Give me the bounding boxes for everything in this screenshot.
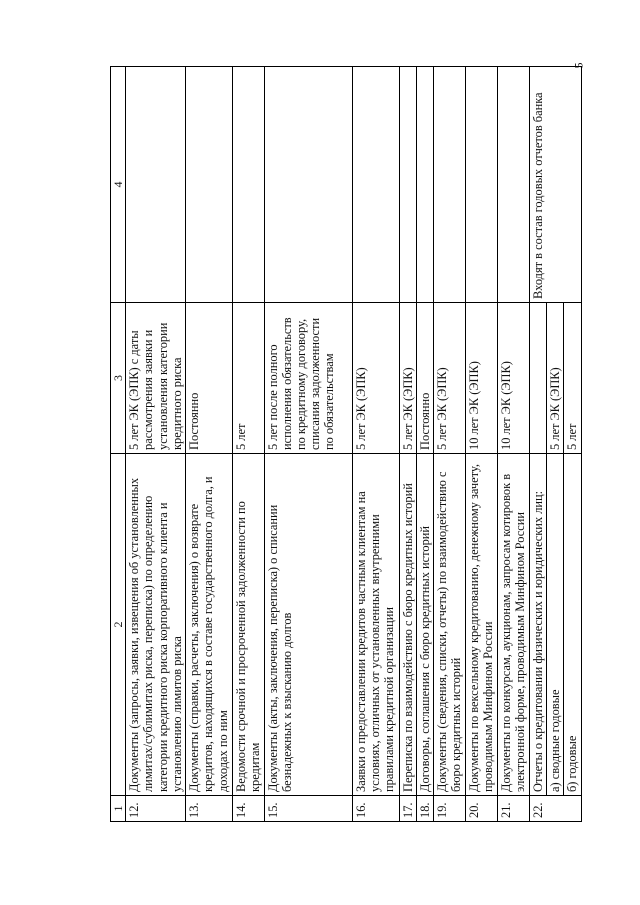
- row-number: 17.: [399, 796, 416, 822]
- row-note: [352, 67, 399, 303]
- table-row: [186, 67, 233, 822]
- table-row: [352, 67, 399, 822]
- row-document: Ведомости срочной и просроченной задолженности по кредитам: [233, 454, 264, 796]
- row-note: [416, 67, 433, 303]
- header-col-1: 1: [111, 796, 126, 822]
- row-number: 14.: [233, 796, 264, 822]
- page-number: 5: [571, 62, 586, 69]
- table-row: [498, 67, 530, 822]
- row-retention-term: Постоянно: [416, 303, 433, 454]
- row-note: [264, 67, 352, 303]
- table-row: [434, 67, 466, 822]
- row-retention-term: 10 лет ЭК (ЭПК): [466, 303, 498, 454]
- row-document: Документы (акты, заключения, переписка) о списании безнадежных к взысканию долгов: [264, 454, 352, 796]
- row-retention-term: Постоянно: [186, 303, 233, 454]
- row-document: Договоры, соглашения с бюро кредитных историй: [416, 454, 433, 796]
- row-document: Документы по вексельному кредитованию, денежному зачету, проводимым Минфином России: [466, 454, 498, 796]
- row-note: [186, 67, 233, 303]
- row-document: Переписка по взаимодействию с бюро кредитных историй: [399, 454, 416, 796]
- row-document: Отчеты о кредитовании физических и юридических лиц:: [530, 454, 547, 796]
- row-note: [399, 67, 416, 303]
- header-col-3: 3: [111, 303, 126, 454]
- row-note: [434, 67, 466, 303]
- table-row-22-header: [530, 67, 547, 822]
- row-retention-term-empty: [530, 303, 547, 454]
- row-number: 21.: [498, 796, 530, 822]
- row-retention-term: 5 лет ЭК (ЭПК): [399, 303, 416, 454]
- row-number: 18.: [416, 796, 433, 822]
- row-sub-a-document: а) сводные годовые: [547, 454, 564, 796]
- row-sub-b-document: б) годовые: [564, 454, 581, 796]
- row-document: Документы (запросы, заявки, извещения об установленных лимитах/сублимитах риска, переписка) по определению категории кредитного риска корпоративного клиента и установлению лимитов риска: [126, 454, 186, 796]
- row-retention-term: 10 лет ЭК (ЭПК): [498, 303, 530, 454]
- table-header-row: [111, 67, 126, 822]
- row-number: 13.: [186, 796, 233, 822]
- table-row: [466, 67, 498, 822]
- row-note: [498, 67, 530, 303]
- row-retention-term: 5 лет: [233, 303, 264, 454]
- table-row: [126, 67, 186, 822]
- header-col-2: 2: [111, 454, 126, 796]
- row-note: Входят в состав годовых отчетов банка: [530, 67, 582, 303]
- nomenclature-table: [110, 66, 582, 822]
- row-document: Документы (справки, расчеты, заключения) о возврате кредитов, находящихся в составе государственного долга, и доходах по ним: [186, 454, 233, 796]
- table-row: [233, 67, 264, 822]
- row-retention-term: 5 лет ЭК (ЭПК): [352, 303, 399, 454]
- row-number: 22.: [530, 796, 582, 822]
- row-retention-term: 5 лет ЭК (ЭПК): [434, 303, 466, 454]
- row-note: [466, 67, 498, 303]
- row-number: 19.: [434, 796, 466, 822]
- rotated-table-wrapper: [110, 67, 580, 822]
- row-document: Заявки о предоставлении кредитов частным клиентам на условиях, отличных от установленных внутренними правилами кредитной организации: [352, 454, 399, 796]
- row-number: 12.: [126, 796, 186, 822]
- row-number: 15.: [264, 796, 352, 822]
- row-number: 20.: [466, 796, 498, 822]
- row-number: 16.: [352, 796, 399, 822]
- row-retention-term: 5 лет ЭК (ЭПК) с даты рассмотрения заявки и установления категории кредитного риска: [126, 303, 186, 454]
- row-retention-term: 5 лет после полного исполнения обязательств по кредитному договору, списания задолженности по обязательствам: [264, 303, 352, 454]
- row-document: Документы по конкурсам, аукционам, запросам котировок в электронной форме, проводимым Минфином России: [498, 454, 530, 796]
- row-sub-b-term: 5 лет: [564, 303, 581, 454]
- table-row: [399, 67, 416, 822]
- table-row: [264, 67, 352, 822]
- table-row: [416, 67, 433, 822]
- row-sub-a-term: 5 лет ЭК (ЭПК): [547, 303, 564, 454]
- row-document: Документы (сведения, списки, отчеты) по взаимодействию с бюро кредитных историй: [434, 454, 466, 796]
- header-col-4: 4: [111, 67, 126, 303]
- row-note: [233, 67, 264, 303]
- row-note: [126, 67, 186, 303]
